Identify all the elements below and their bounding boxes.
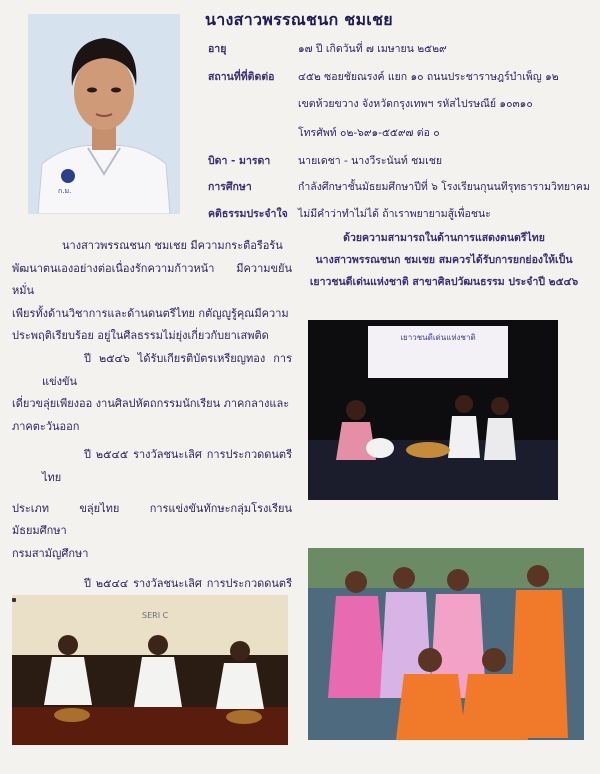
info-label: สถานที่ที่ติดต่อ <box>208 71 275 83</box>
article-line: ปี ๒๕๔๖ ได้รับเกียรติบัตรเหรียญทอง การแข่งขัน <box>42 351 292 388</box>
performance-photo <box>308 320 558 500</box>
info-value: เขตห้วยขวาง จังหวัดกรุงเทพฯ รหัสไปรษณีย์ ๑๐๓๑๐ <box>298 98 533 110</box>
award-caption <box>308 227 580 293</box>
article-line: ปี ๒๕๔๕ รางวัลชนะเลิศ การประกวดดนตรีไทย <box>42 448 292 484</box>
portrait-photo <box>28 14 180 214</box>
info-label: การศึกษา <box>208 181 252 193</box>
profile-name: นางสาวพรรณชนก ชมเชย <box>205 10 393 29</box>
article-line: เดี่ยวขลุ่ยเพียงออ งานศิลปหัตถกรรมนักเรียน ภาคกลางและ <box>12 397 290 411</box>
info-label: คติธรรมประจำใจ <box>208 208 288 220</box>
group-photo <box>308 548 584 740</box>
ensemble-photo <box>12 595 288 745</box>
shirt-school-text: ก.ม. <box>58 187 72 195</box>
article-line: นางสาวพรรณชนก ชมเชย มีความกระตือรือร้น <box>62 239 283 252</box>
info-value: นายเดชา - นางวีระนันท์ ชมเชย <box>298 155 443 167</box>
stage-banner-text: เยาวชนดีเด่นแห่งชาติ <box>400 333 476 342</box>
page-marker <box>12 598 16 602</box>
article-line: พัฒนาตนเองอย่างต่อเนื่องรักความก้าวหน้า มีความขยันหมั่น <box>12 261 292 298</box>
portrait-illustration <box>28 14 180 214</box>
article-line: ประพฤติเรียบร้อย อยู่ในศีลธรรมไม่ยุ่งเกี่ยวกับยาเสพติด <box>12 329 269 343</box>
article-line: เพียรทั้งด้านวิชาการและด้านดนตรีไทย กตัญญูรู้คุณมีความ <box>12 306 289 320</box>
article-line: ภาคตะวันออก <box>12 419 80 433</box>
info-value: ๑๗ ปี เกิดวันที่ ๗ เมษายน ๒๕๒๙ <box>298 43 447 55</box>
info-value: กำลังศึกษาชั้นมัธยมศึกษาปีที่ ๖ โรงเรียนกุนนทีรุทธารามวิทยาคม <box>298 181 590 193</box>
article-line: ประเภท ขลุ่ยไทย การแข่งขันทักษะกลุ่มโรงเรียนมัธยมศึกษา <box>12 501 292 538</box>
article-line: ปี ๒๕๔๔ รางวัลชนะเลิศ การประกวดดนตรี <box>84 577 292 591</box>
caption-line: เยาวชนดีเด่นแห่งชาติ สาขาศิลปวัฒนธรรม ประจำปี ๒๕๔๖ <box>309 276 579 288</box>
info-label: อายุ <box>208 43 227 55</box>
info-value: ๔๕๒ ซอยชัยณรงค์ แยก ๑๐ ถนนประชาราษฎร์บำเพ็ญ ๑๒ <box>298 71 559 83</box>
group-illustration <box>308 548 584 740</box>
info-label: บิดา - มารดา <box>208 155 271 167</box>
info-value: ไม่มีคำว่าทำไม่ได้ ถ้าเราพยายามสู้เพื่อชนะ <box>298 208 491 220</box>
article-line: กรมสามัญศึกษา <box>12 546 89 560</box>
performance-illustration <box>308 320 558 500</box>
caption-line: ด้วยความสามารถในด้านการแสดงดนตรีไทย <box>343 232 545 244</box>
info-value: โทรศัพท์ ๐๒-๖๙๑-๕๕๙๗ ต่อ ๐ <box>298 127 440 139</box>
stage-sign-text: SERI C <box>142 611 169 620</box>
caption-line: นางสาวพรรณชนก ชมเชย สมควรได้รับการยกย่องให้เป็น <box>315 254 573 266</box>
